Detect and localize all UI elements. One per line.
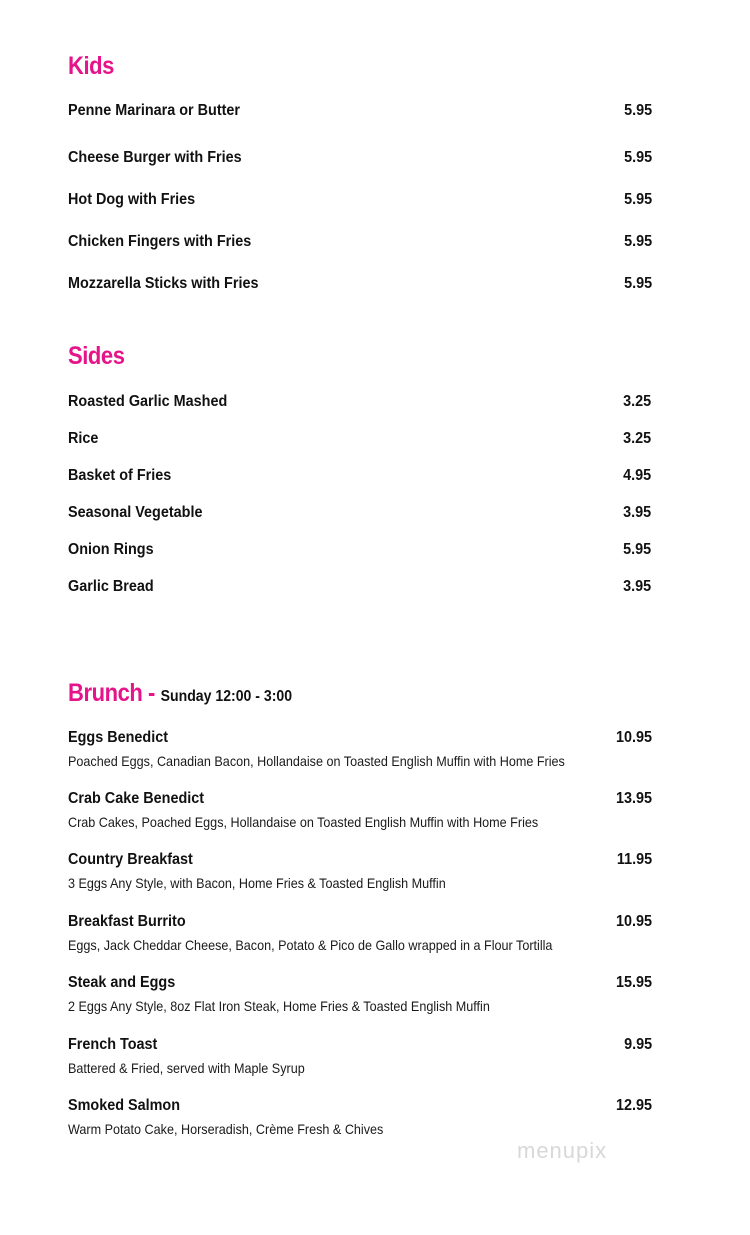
- item-description: Warm Potato Cake, Horseradish, Crème Fresh & Chives: [68, 1121, 384, 1137]
- menu-item: [68, 149, 652, 173]
- watermark-logo: menupix: [517, 1138, 608, 1163]
- item-price: 15.95: [615, 974, 652, 991]
- item-price: 13.95: [615, 790, 652, 807]
- brunch-heading: [68, 679, 292, 708]
- item-description: Crab Cakes, Poached Eggs, Hollandaise on Toasted English Muffin with Home Fries: [68, 814, 539, 830]
- item-price: 10.95: [615, 729, 652, 746]
- item-price: 4.95: [622, 467, 651, 484]
- item-name: Basket of Fries: [68, 467, 172, 484]
- menu-item: [68, 191, 652, 215]
- item-name: Seasonal Vegetable: [68, 504, 203, 521]
- menu-item: [68, 913, 652, 953]
- item-price: 9.95: [623, 1036, 652, 1053]
- menu-item: [68, 467, 651, 491]
- item-price: 11.95: [616, 851, 652, 868]
- item-name: Smoked Salmon: [68, 1097, 181, 1114]
- sides-heading: Sides: [68, 342, 125, 370]
- menu-item: [68, 729, 652, 769]
- item-name: Mozzarella Sticks with Fries: [68, 275, 259, 292]
- item-name: Cheese Burger with Fries: [68, 149, 242, 166]
- menu-item: [68, 1097, 652, 1137]
- menu-item: [68, 1036, 652, 1076]
- item-price: 5.95: [623, 102, 652, 119]
- menu-item: [68, 790, 652, 830]
- menu-item: [68, 578, 651, 602]
- item-price: 12.95: [615, 1097, 652, 1114]
- menu-item: [68, 541, 651, 565]
- item-name: Garlic Bread: [68, 578, 154, 595]
- item-price: 3.25: [622, 393, 651, 410]
- item-description: 3 Eggs Any Style, with Bacon, Home Fries & Toasted English Muffin: [68, 875, 446, 891]
- item-price: 3.95: [622, 578, 651, 595]
- item-description: Poached Eggs, Canadian Bacon, Hollandaise on Toasted English Muffin with Home Fries: [68, 753, 565, 769]
- item-name: Country Breakfast: [68, 851, 193, 868]
- item-price: 10.95: [615, 913, 652, 930]
- menu-item: [68, 102, 652, 126]
- item-name: Rice: [68, 430, 99, 447]
- menu-item: [68, 233, 652, 257]
- item-price: 3.95: [622, 504, 651, 521]
- item-name: Chicken Fingers with Fries: [68, 233, 252, 250]
- item-name: Steak and Eggs: [68, 974, 176, 991]
- brunch-title: Brunch -: [68, 679, 155, 707]
- item-name: Penne Marinara or Butter: [68, 102, 241, 119]
- item-price: 3.25: [622, 430, 651, 447]
- item-name: Hot Dog with Fries: [68, 191, 196, 208]
- menu-item: [68, 851, 652, 891]
- item-name: Breakfast Burrito: [68, 913, 186, 930]
- item-price: 5.95: [623, 149, 652, 166]
- menu-item: [68, 504, 651, 528]
- brunch-hours: Sunday 12:00 - 3:00: [160, 688, 293, 705]
- item-price: 5.95: [623, 233, 652, 250]
- item-name: Eggs Benedict: [68, 729, 169, 746]
- menu-item: [68, 275, 652, 299]
- item-name: French Toast: [68, 1036, 158, 1053]
- menu-item: [68, 430, 651, 454]
- item-description: 2 Eggs Any Style, 8oz Flat Iron Steak, Home Fries & Toasted English Muffin: [68, 998, 490, 1014]
- item-name: Roasted Garlic Mashed: [68, 393, 228, 410]
- item-price: 5.95: [623, 191, 652, 208]
- item-name: Crab Cake Benedict: [68, 790, 205, 807]
- menu-item: [68, 974, 652, 1014]
- item-name: Onion Rings: [68, 541, 154, 558]
- item-price: 5.95: [622, 541, 651, 558]
- item-price: 5.95: [623, 275, 652, 292]
- menu-item: [68, 393, 651, 417]
- item-description: Battered & Fried, served with Maple Syrup: [68, 1060, 305, 1076]
- kids-heading: Kids: [68, 52, 114, 80]
- item-description: Eggs, Jack Cheddar Cheese, Bacon, Potato & Pico de Gallo wrapped in a Flour Tortilla: [68, 937, 553, 953]
